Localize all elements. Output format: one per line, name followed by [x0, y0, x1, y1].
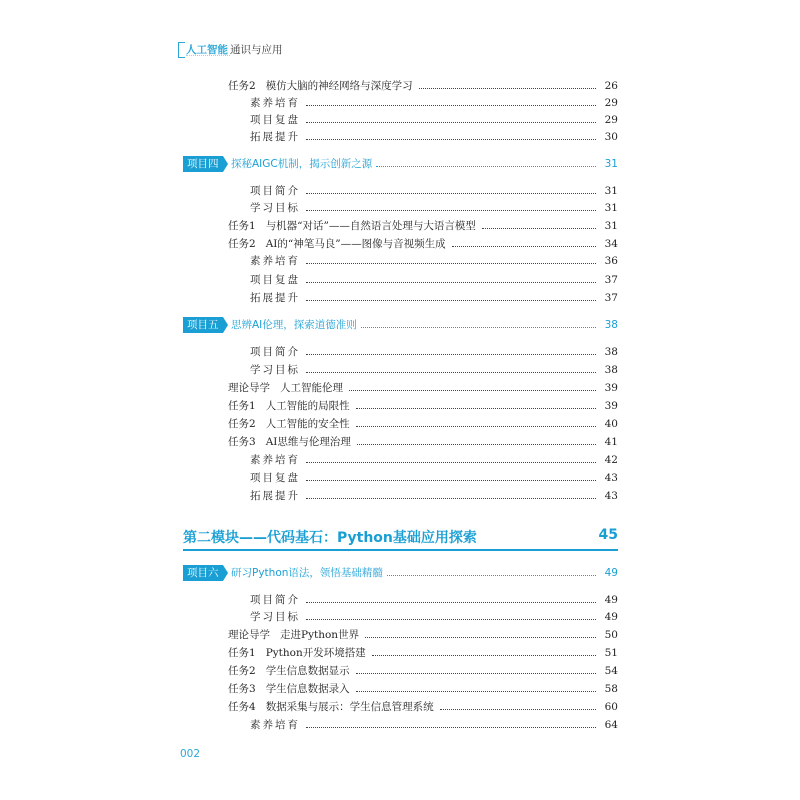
entry-title: 项目复盘: [250, 472, 300, 484]
leader-dots: [306, 372, 596, 373]
entry-title: 项目复盘: [250, 114, 300, 126]
entry-title: 拓展提升: [250, 292, 300, 304]
toc-entry[interactable]: [228, 662, 618, 680]
project-heading[interactable]: [183, 315, 618, 335]
entry-title: 学习目标: [250, 364, 300, 376]
entry-label: [250, 111, 302, 129]
entry-page-number: 54: [604, 665, 618, 677]
leader-dots: [306, 263, 596, 264]
entry-label: [250, 271, 302, 289]
entry-label: [228, 397, 352, 415]
task-number: 任务1: [228, 220, 256, 232]
entry-page-number: 50: [604, 629, 618, 641]
toc-subentry[interactable]: [250, 343, 618, 361]
entry-label: [228, 235, 448, 253]
entry-page-number: 64: [604, 719, 618, 731]
toc-entry[interactable]: [228, 415, 618, 433]
entry-page-number: 31: [604, 202, 618, 214]
toc-subentry[interactable]: [250, 94, 618, 112]
entry-title: 项目简介: [250, 594, 300, 606]
leader-dots: [306, 602, 596, 603]
entry-title: 与机器“对话”——自然语言处理与大语言模型: [265, 220, 476, 232]
entry-page-number: 30: [604, 131, 618, 143]
entry-page-number: 29: [604, 97, 618, 109]
leader-dots: [356, 691, 596, 692]
project-badge: 项目五: [183, 317, 223, 333]
leader-dots: [306, 282, 596, 283]
toc-subentry[interactable]: [250, 716, 618, 734]
entry-label: [250, 182, 302, 200]
leader-dots: [306, 480, 596, 481]
toc-subentry[interactable]: [250, 469, 618, 487]
entry-title: 人工智能的安全性: [265, 418, 350, 430]
entry-label: [228, 217, 478, 235]
toc-subentry[interactable]: [250, 252, 618, 270]
toc-subentry[interactable]: [250, 361, 618, 379]
entry-label: [250, 128, 302, 146]
toc-subentry[interactable]: [250, 591, 618, 609]
entry-label: [250, 591, 302, 609]
leader-dots: [306, 300, 596, 301]
entry-page-number: 31: [604, 220, 618, 232]
leader-dots: [356, 426, 596, 427]
entry-label: [250, 487, 302, 505]
task-number: 任务3: [228, 436, 256, 448]
entry-title: 学习目标: [250, 202, 300, 214]
leader-dots: [306, 727, 596, 728]
entry-page-number: 29: [604, 114, 618, 126]
module-title: 第二模块——代码基石：Python基础应用探索: [183, 530, 477, 546]
toc-entry[interactable]: [228, 433, 618, 451]
leader-dots: [482, 228, 596, 229]
task-number: 任务2: [228, 418, 256, 430]
task-number: 任务2: [228, 238, 256, 250]
toc-subentry[interactable]: [250, 199, 618, 217]
leader-dots: [306, 462, 596, 463]
toc-subentry[interactable]: [250, 487, 618, 505]
entry-label: [250, 94, 302, 112]
entry-page-number: 38: [604, 346, 618, 358]
header-title-highlight: 人工智能: [186, 44, 228, 56]
task-number: 理论导学: [228, 629, 270, 641]
entry-page-number: 38: [604, 364, 618, 376]
entry-label: [250, 469, 302, 487]
toc-subentry[interactable]: [250, 271, 618, 289]
entry-label: [250, 343, 302, 361]
task-number: 任务2: [228, 80, 256, 92]
task-number: 任务3: [228, 683, 256, 695]
project-page-number: 38: [604, 319, 618, 331]
leader-dots: [419, 88, 596, 89]
entry-title: 素养培育: [250, 719, 300, 731]
toc-entry[interactable]: [228, 235, 618, 253]
entry-label: [228, 644, 368, 662]
entry-title: Python开发环境搭建: [265, 647, 366, 659]
entry-page-number: 41: [604, 436, 618, 448]
entry-label: [228, 433, 353, 451]
project-title: 探秘AIGC机制，揭示创新之源: [231, 158, 373, 170]
toc-entry[interactable]: [228, 644, 618, 662]
entry-title: 人工智能的局限性: [265, 400, 350, 412]
toc-subentry[interactable]: [250, 111, 618, 129]
project-heading[interactable]: [183, 563, 618, 583]
entry-title: 人工智能伦理: [280, 382, 343, 394]
entry-page-number: 40: [604, 418, 618, 430]
entry-label: [250, 361, 302, 379]
toc-entry[interactable]: [228, 626, 618, 644]
entry-title: 模仿大脑的神经网络与深度学习: [265, 80, 413, 92]
toc-entry[interactable]: [228, 680, 618, 698]
toc-entry[interactable]: [228, 217, 618, 235]
entry-page-number: 39: [604, 400, 618, 412]
leader-dots: [306, 105, 596, 106]
leader-dots: [376, 166, 596, 167]
entry-title: 学习目标: [250, 611, 300, 623]
entry-title: 走进Python世界: [280, 629, 360, 641]
entry-title: 素养培育: [250, 454, 300, 466]
entry-title: 素养培育: [250, 97, 300, 109]
entry-page-number: 26: [604, 80, 618, 92]
entry-title: 项目复盘: [250, 274, 300, 286]
entry-page-number: 39: [604, 382, 618, 394]
module-page-number: 45: [598, 527, 618, 543]
entry-page-number: 43: [604, 490, 618, 502]
entry-page-number: 49: [604, 594, 618, 606]
project-badge: 项目六: [183, 565, 223, 581]
project-page-number: 31: [604, 158, 618, 170]
leader-dots: [387, 575, 596, 576]
leader-dots: [306, 210, 596, 211]
entry-title: 拓展提升: [250, 490, 300, 502]
entry-page-number: 37: [604, 292, 618, 304]
leader-dots: [306, 619, 596, 620]
entry-page-number: 49: [604, 611, 618, 623]
leader-dots: [306, 122, 596, 123]
toc-subentry[interactable]: [250, 451, 618, 469]
task-number: 理论导学: [228, 382, 270, 394]
entry-title: AI的“神笔马良”——图像与音视频生成: [265, 238, 446, 250]
toc-subentry[interactable]: [250, 128, 618, 146]
leader-dots: [306, 193, 596, 194]
project-title: 研习Python语法，领悟基础精髓: [231, 567, 383, 579]
page-number: 002: [180, 748, 201, 760]
toc-entry[interactable]: [228, 77, 618, 95]
project-badge: 项目四: [183, 156, 223, 172]
project-page-number: 49: [604, 567, 618, 579]
leader-dots: [356, 408, 596, 409]
leader-dots: [361, 327, 596, 328]
header-underline-decoration: [186, 55, 230, 59]
entry-page-number: 42: [604, 454, 618, 466]
entry-label: [228, 662, 352, 680]
toc-subentry[interactable]: [250, 182, 618, 200]
entry-page-number: 36: [604, 255, 618, 267]
entry-label: [250, 451, 302, 469]
entry-label: [250, 252, 302, 270]
task-number: 任务4: [228, 701, 256, 713]
toc-entry[interactable]: [228, 698, 618, 716]
task-number: 任务1: [228, 400, 256, 412]
task-number: 任务1: [228, 647, 256, 659]
running-header: [178, 38, 378, 62]
entry-title: 学生信息数据录入: [265, 683, 350, 695]
entry-page-number: 43: [604, 472, 618, 484]
toc-subentry[interactable]: [250, 289, 618, 307]
entry-label: [250, 716, 302, 734]
entry-label: [228, 415, 352, 433]
entry-title: 学生信息数据显示: [265, 665, 350, 677]
entry-label: [228, 680, 352, 698]
leader-dots: [372, 655, 596, 656]
entry-page-number: 60: [604, 701, 618, 713]
project-title: 思辨AI伦理，探索道德准则: [231, 319, 357, 331]
toc-entry[interactable]: [228, 397, 618, 415]
entry-label: [250, 608, 302, 626]
entry-label: [228, 379, 345, 397]
entry-page-number: 51: [604, 647, 618, 659]
entry-label: [250, 199, 302, 217]
entry-title: 拓展提升: [250, 131, 300, 143]
entry-title: 项目简介: [250, 346, 300, 358]
project-heading[interactable]: [183, 154, 618, 174]
entry-title: 数据采集与展示：学生信息管理系统: [265, 701, 434, 713]
leader-dots: [356, 673, 596, 674]
toc-entry[interactable]: [228, 379, 618, 397]
task-number: 任务2: [228, 665, 256, 677]
leader-dots: [306, 139, 596, 140]
leader-dots: [452, 246, 596, 247]
entry-title: 素养培育: [250, 255, 300, 267]
entry-label: [228, 698, 436, 716]
leader-dots: [357, 444, 596, 445]
entry-title: AI思维与伦理治理: [265, 436, 351, 448]
leader-dots: [306, 354, 596, 355]
entry-page-number: 31: [604, 185, 618, 197]
entry-label: [228, 626, 361, 644]
module-heading: [183, 525, 618, 549]
leader-dots: [306, 498, 596, 499]
module-rule: [183, 549, 618, 551]
header-title-rest: 通识与应用: [230, 44, 283, 56]
entry-label: [228, 77, 415, 95]
entry-page-number: 37: [604, 274, 618, 286]
leader-dots: [365, 637, 596, 638]
leader-dots: [349, 390, 596, 391]
header-bracket-decoration: [178, 42, 185, 58]
toc-subentry[interactable]: [250, 608, 618, 626]
entry-page-number: 34: [604, 238, 618, 250]
leader-dots: [440, 709, 596, 710]
entry-title: 项目简介: [250, 185, 300, 197]
entry-label: [250, 289, 302, 307]
entry-page-number: 58: [604, 683, 618, 695]
